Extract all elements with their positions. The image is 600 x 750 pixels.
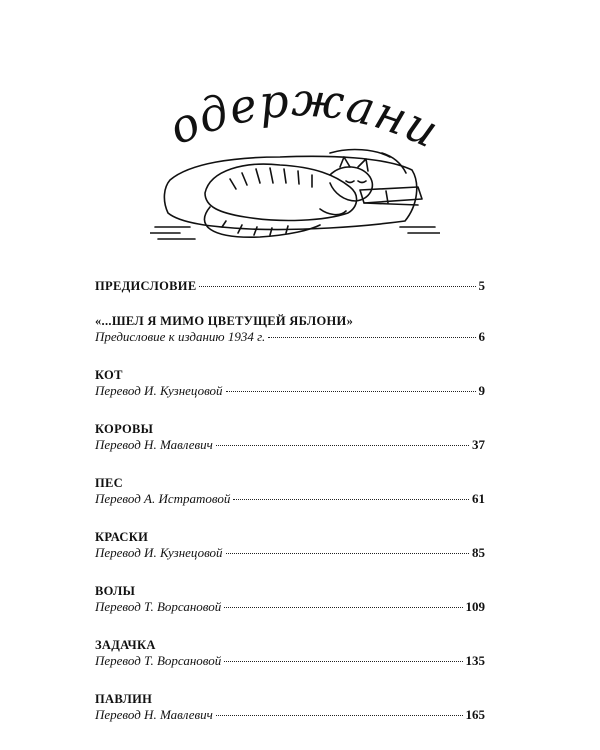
dot-leader — [199, 286, 475, 287]
toc-page-number: 135 — [465, 653, 485, 668]
toc-item-cows[interactable] — [95, 421, 485, 453]
toc-line — [95, 437, 485, 453]
toc-subtitle: Перевод Т. Ворсановой — [95, 653, 222, 668]
dot-leader — [224, 607, 462, 608]
toc-subtitle: Перевод И. Кузнецовой — [95, 545, 223, 560]
dot-leader — [216, 715, 463, 716]
dot-leader — [268, 337, 475, 338]
dot-leader — [226, 553, 469, 554]
toc-title: КРАСКИ — [95, 530, 149, 544]
heading-textpath: Содержание — [136, 47, 448, 159]
toc-item-oxen[interactable] — [95, 583, 485, 615]
toc-item-colors[interactable] — [95, 529, 485, 561]
toc-title: ПАВЛИН — [95, 692, 153, 706]
toc-page-number: 9 — [478, 383, 485, 398]
toc-subtitle: Перевод Н. Мавлевич — [95, 437, 213, 452]
toc-title: ПЕС — [95, 476, 123, 490]
toc-subtitle: Перевод И. Кузнецовой — [95, 383, 223, 398]
toc-title: КОРОВЫ — [95, 422, 154, 436]
toc-page-number: 5 — [478, 278, 485, 293]
toc-line — [95, 383, 485, 399]
dot-leader — [216, 445, 469, 446]
table-of-contents — [95, 278, 485, 723]
toc-page-number: 61 — [472, 491, 485, 506]
toc-subtitle: Перевод Т. Ворсановой — [95, 599, 222, 614]
toc-subtitle: Предисловие к изданию 1934 г. — [95, 329, 266, 344]
toc-title: ПРЕДИСЛОВИЕ — [95, 279, 197, 293]
toc-title: КОТ — [95, 368, 123, 382]
toc-page-number: 6 — [478, 329, 485, 344]
toc-page-number: 109 — [465, 599, 485, 614]
toc-item-peacock[interactable] — [95, 691, 485, 723]
toc-item-preface[interactable] — [95, 278, 485, 294]
toc-item-apple-tree[interactable] — [95, 313, 485, 345]
dot-leader — [226, 391, 476, 392]
toc-item-cat[interactable] — [95, 367, 485, 399]
cat-drawing — [150, 135, 440, 250]
toc-title: ЗАДАЧКА — [95, 638, 156, 652]
toc-title: ВОЛЫ — [95, 584, 136, 598]
toc-line — [95, 707, 485, 723]
toc-item-puzzle[interactable] — [95, 637, 485, 669]
toc-page-number: 37 — [472, 437, 485, 452]
toc-line — [95, 653, 485, 669]
sleeping-cat-illustration — [150, 135, 440, 250]
toc-subtitle: Перевод А. Истратовой — [95, 491, 231, 506]
toc-page-number: 85 — [472, 545, 485, 560]
toc-page-number: 165 — [465, 707, 485, 722]
dot-leader — [224, 661, 462, 662]
toc-title: «...ШЕЛ Я МИМО ЦВЕТУЩЕЙ ЯБЛОНИ» — [95, 314, 354, 328]
toc-item-dog[interactable] — [95, 475, 485, 507]
toc-subtitle: Перевод Н. Мавлевич — [95, 707, 213, 722]
toc-line — [95, 491, 485, 507]
toc-line — [95, 545, 485, 561]
toc-line — [95, 278, 485, 294]
toc-line — [95, 599, 485, 615]
dot-leader — [233, 499, 469, 500]
toc-line — [95, 329, 485, 345]
